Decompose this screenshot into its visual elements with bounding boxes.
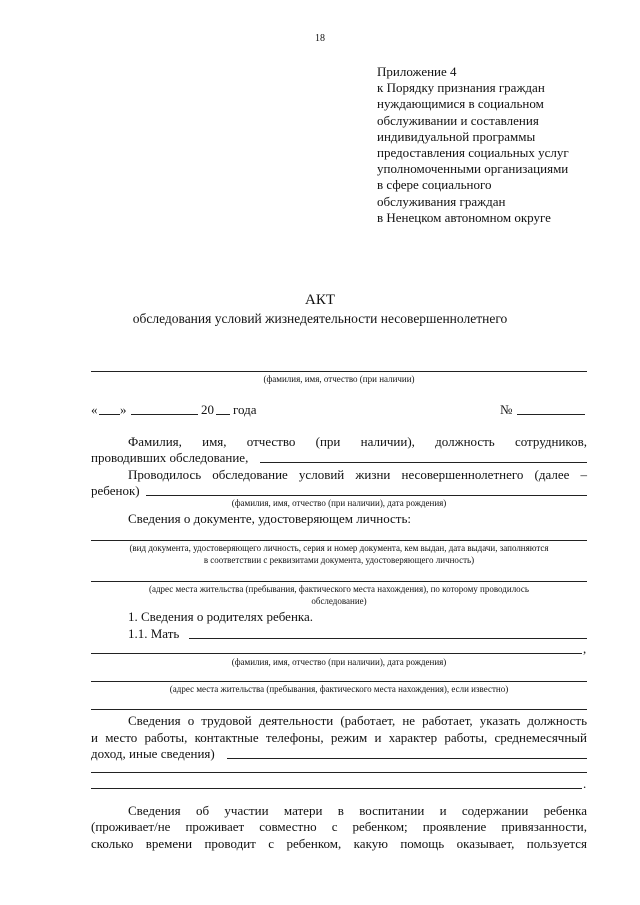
child-caption: (фамилия, имя, отчество (при наличии), дата рождения) (231, 498, 447, 508)
mother-label: 1.1. Мать (128, 626, 180, 641)
appendix-line: в Ненецком автономном округе (377, 209, 551, 225)
document-label: Сведения о документе, удостоверяющем личность: (128, 511, 412, 526)
work-line-1: Сведения о трудовой деятельности (работает, не работает, указать должность (128, 713, 587, 728)
mother-field-line-2[interactable] (91, 653, 582, 654)
month-field[interactable] (131, 414, 198, 415)
mother-comma: , (583, 641, 587, 656)
act-number-field[interactable] (517, 414, 585, 415)
work-field-line-2[interactable] (91, 772, 587, 773)
year-suffix: года (233, 402, 257, 417)
appendix-line: уполномоченными организациями (377, 161, 569, 177)
child-field[interactable] (146, 495, 587, 496)
address-caption-1: (адрес места жительства (пребывания, фактического места нахождения), по которому проводилось (148, 584, 530, 594)
upbringing-line-3: сколько времени проводит с ребенком, какую помощь оказывает, пользуется (91, 836, 587, 851)
fio-field-line[interactable] (91, 371, 587, 372)
section-1-heading: 1. Сведения о родителях ребенка. (128, 609, 314, 624)
child-line-2: ребенок) (91, 483, 140, 498)
document-title: АКТ (305, 292, 335, 308)
document-field[interactable] (91, 540, 587, 541)
child-line-1: Проводилось обследование условий жизни несовершеннолетнего (далее – (128, 467, 587, 482)
upbringing-line-2: (проживает/не проживает совместно с ребенком; проявление привязанности, (91, 819, 587, 834)
mother-address-field-2[interactable] (91, 709, 587, 710)
employees-word: должность (435, 434, 495, 449)
appendix-block (377, 64, 627, 226)
address-field[interactable] (91, 581, 587, 582)
employees-line-1 (128, 434, 587, 450)
fio-caption: (фамилия, имя, отчество (при наличии) (263, 374, 415, 384)
work-period: . (583, 776, 587, 791)
employees-word: (при (315, 434, 341, 449)
employees-word: сотрудников, (514, 434, 587, 449)
year-prefix: 20 (201, 402, 214, 417)
employees-word: отчество (246, 434, 296, 449)
document-caption-2: в соответствии с реквизитами документа, удостоверяющего личность) (203, 555, 475, 565)
mother-caption: (фамилия, имя, отчество (при наличии), дата рождения) (231, 657, 447, 667)
date-quote-close: » (120, 402, 127, 417)
employees-word: имя, (202, 434, 227, 449)
date-quote-open: « (91, 402, 98, 417)
appendix-line: обслуживании и составления (377, 112, 539, 128)
employees-line-2: проводивших обследование, (91, 450, 249, 465)
appendix-line: нуждающимися в социальном (377, 96, 544, 112)
work-line-3: доход, иные сведения) (91, 746, 215, 761)
appendix-line: в сфере социального (377, 177, 492, 193)
appendix-line: индивидуальной программы (377, 128, 536, 144)
address-caption-2: обследование) (311, 596, 367, 606)
appendix-line: предоставления социальных услуг (377, 145, 569, 161)
document-caption-1: (вид документа, удостоверяющего личность, серия и номер документа, кем выдан, дата выдачи, заполняются (129, 543, 549, 553)
appendix-line: Приложение 4 (377, 64, 457, 79)
day-field[interactable] (99, 414, 120, 415)
work-field[interactable] (227, 758, 587, 759)
document-subtitle: обследования условий жизнедеятельности несовершеннолетнего (132, 311, 508, 326)
work-line-2: и место работы, контактные телефоны, режим и характер работы, среднемесячный (91, 730, 587, 745)
mother-address-caption: (адрес места жительства (пребывания, фактического места нахождения), если известно) (169, 684, 509, 694)
upbringing-line-1: Сведения об участии матери в воспитании и содержании ребенка (128, 803, 587, 818)
mother-field[interactable] (189, 638, 587, 639)
page-number: 18 (315, 33, 325, 44)
employees-word: наличии), (360, 434, 415, 449)
work-field-line-3[interactable] (91, 788, 582, 789)
employees-word: Фамилия, (128, 434, 182, 449)
number-sign: № (500, 402, 513, 417)
appendix-line: обслуживания граждан (377, 193, 506, 209)
employees-field[interactable] (260, 462, 587, 463)
mother-address-field[interactable] (91, 681, 587, 682)
appendix-line: к Порядку признания граждан (377, 80, 545, 96)
year-field[interactable] (216, 414, 230, 415)
